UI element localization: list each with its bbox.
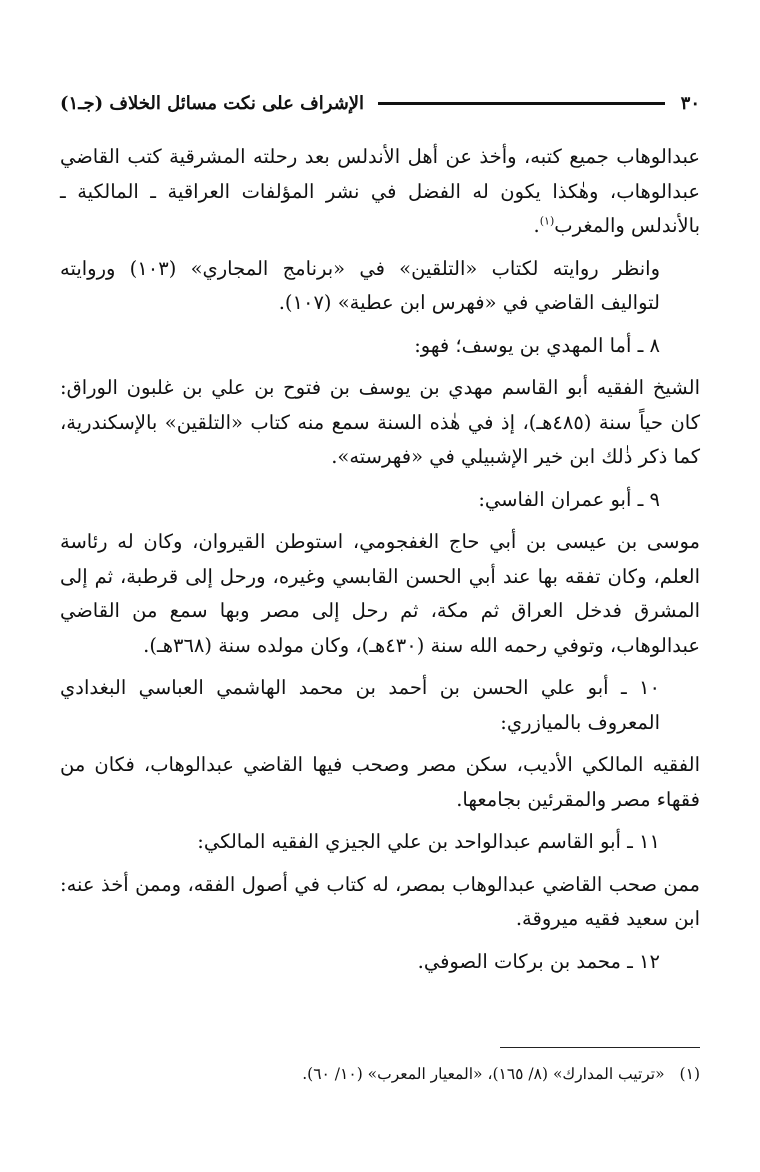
paragraph-tail: . xyxy=(533,214,540,237)
page-body xyxy=(60,140,700,987)
footnote-text: «ترتيب المدارك» (٨/ ١٦٥)، «المعيار المعرب» (١٠/ ٦٠). xyxy=(302,1065,665,1083)
section-heading: ١١ ـ أبو القاسم عبدالواحد بن علي الجيزي الفقيه المالكي: xyxy=(197,830,660,853)
footnote-marker[interactable]: (١) xyxy=(539,214,555,228)
paragraph xyxy=(60,140,700,244)
running-header xyxy=(60,86,700,120)
section-heading: ٨ ـ أما المهدي بن يوسف؛ فهو: xyxy=(414,333,660,357)
header-rule xyxy=(378,102,665,105)
section-heading: ١٢ ـ محمد بن بركات الصوفي. xyxy=(417,949,660,973)
page-number: ٣٠ xyxy=(680,92,700,114)
paragraph: وانظر روايته لكتاب «التلقين» في «برنامج المجاري» (١٠٣) وروايته لتواليف القاضي في «فهرس ابن عطية» (١٠٧). xyxy=(60,256,660,314)
paragraph: ممن صحب القاضي عبدالوهاب بمصر، له كتاب في أصول الفقه، وممن أخذ عنه: ابن سعيد فقيه ميروقة. xyxy=(60,872,700,930)
footnote-number: (١) xyxy=(679,1065,700,1083)
paragraph: موسى بن عيسى بن أبي حاج الغفجومي، استوطن القيروان، وكان له رئاسة العلم، وكان تفقه بها عند أبي الحسن القابسي وغيره، ورحل إلى قرطبة، ثم إلى المشرق فدخل العراق ثم مكة، ثم رحل إلى مصر وبها سمع من القاضي عبدالوهاب، وتوفي رحمه الله سنة (٤٣٠هـ)، وكان مولده سنة (٣٦٨هـ). xyxy=(60,530,700,657)
running-title: الإشراف على نكت مسائل الخلاف (جـ١) xyxy=(60,92,365,114)
footnote-separator xyxy=(500,1047,700,1048)
paragraph-text: عبدالوهاب جميع كتبه، وأخذ عن أهل الأندلس بعد رحلته المشرقية كتب القاضي عبدالوهاب، وهٰكذا يكون له الفضل في نشر المؤلفات العراقية ـ المالكية ـ بالأندلس والمغرب xyxy=(60,145,700,237)
section-heading: ٩ ـ أبو عمران الفاسي: xyxy=(478,487,660,511)
footnote xyxy=(60,1062,700,1086)
paragraph: الفقيه المالكي الأديب، سكن مصر وصحب فيها القاضي عبدالوهاب، فكان من فقهاء مصر والمقرئين بجامعها. xyxy=(60,753,700,811)
section-heading: ١٠ ـ أبو علي الحسن بن أحمد بن محمد الهاشمي العباسي البغدادي المعروف بالميازري: xyxy=(60,676,660,734)
paragraph: الشيخ الفقيه أبو القاسم مهدي بن يوسف بن فتوح بن علي بن غلبون الوراق: كان حياً سنة (٤٨٥هـ)، إذ في هٰذه السنة سمع منه كتاب «التلقين» بالإسكندرية، كما ذكر ذٰلك ابن خير الإشبيلي في «فهرسته». xyxy=(60,376,700,468)
